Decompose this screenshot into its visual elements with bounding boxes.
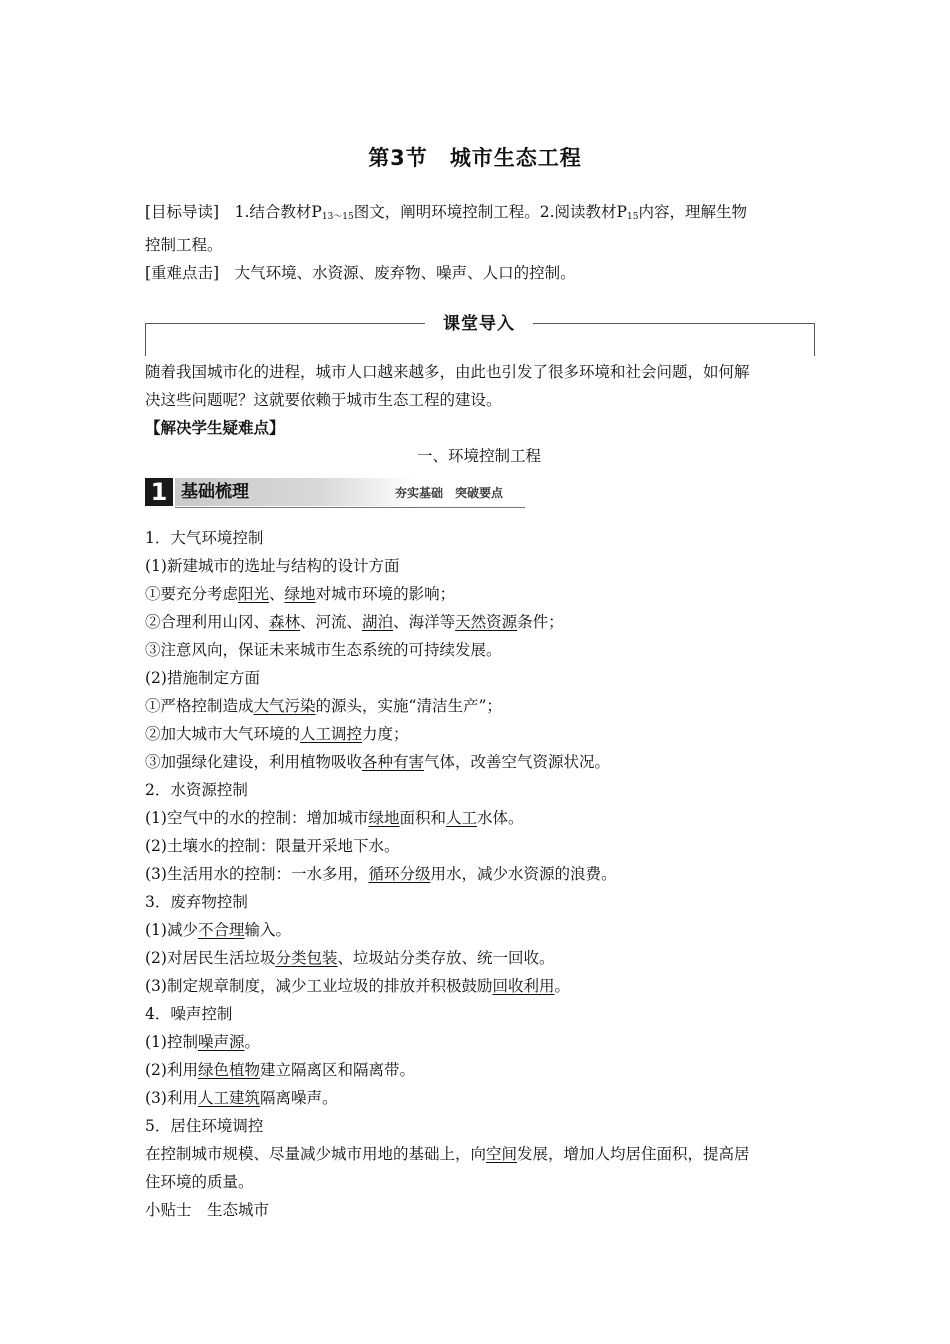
list-item: ①要充分考虑阳光、绿地对城市环境的影响；: [145, 585, 456, 603]
list-item: (1)新建城市的选址与结构的设计方面: [145, 557, 400, 575]
class-intro-banner: [145, 311, 813, 355]
basic-rule: [175, 507, 525, 508]
tip-heading: 小贴士 生态城市: [145, 1201, 270, 1219]
goal-label: [目标导读]: [145, 203, 220, 221]
paragraph-line: 在控制城市规模、尽量减少城市用地的基础上，向空间发展，增加人均居住面积，提高居: [145, 1145, 750, 1163]
list-item: ①严格控制造成大气污染的源头，实施“清洁生产”；: [145, 697, 502, 715]
section-num-badge: 1: [145, 478, 173, 506]
goal-line: [目标导读] 1.结合教材$P_{13\sim 15}$图文，阐明环境控制工程。2.阅读教材$P_{15}$内容，理解生物: [145, 203, 747, 222]
section-number: 第3节: [368, 146, 428, 170]
list-item: ②加大城市大气环境的人工调控力度；: [145, 725, 409, 743]
list-item: (1)控制噪声源。: [145, 1033, 260, 1051]
lead-block: [145, 358, 813, 470]
focus-label: [重难点击]: [145, 264, 220, 282]
focus-line: [重难点击] 大气环境、水资源、废弃物、噪声、人口的控制。: [145, 264, 576, 282]
page-title: [0, 142, 950, 172]
lead-line: 决这些问题呢？这就要依赖于城市生态工程的建设。: [145, 391, 502, 409]
heading: 3．废弃物控制: [145, 893, 248, 911]
basic-review-banner: [145, 478, 525, 508]
list-item: ③注意风向，保证未来城市生态系统的可持续发展。: [145, 641, 502, 659]
heading: 2．水资源控制: [145, 781, 248, 799]
solve-heading: 【解决学生疑难点】: [145, 418, 285, 437]
list-item: (3)生活用水的控制：一水多用，循环分级用水，减少水资源的浪费。: [145, 865, 617, 883]
list-item: (3)制定规章制度，减少工业垃圾的排放并积极鼓励回收利用。: [145, 977, 570, 995]
intro-block: [145, 198, 813, 287]
banner-label: 课堂导入: [425, 311, 533, 337]
basic-label: 基础梳理: [181, 482, 249, 502]
list-item: (3)利用人工建筑隔离噪声。: [145, 1089, 338, 1107]
lead-line: 随着我国城市化的进程，城市人口越来越多，由此也引发了很多环境和社会问题，如何解: [145, 363, 750, 381]
list-item: (2)利用绿色植物建立隔离区和隔离带。: [145, 1061, 415, 1079]
paragraph-line: 住环境的质量。: [145, 1173, 254, 1191]
list-item: (2)对居民生活垃圾分类包装、垃圾站分类存放、统一回收。: [145, 949, 555, 967]
list-item: (1)减少不合理输入。: [145, 921, 291, 939]
list-item: (1)空气中的水的控制：增加城市绿地面积和人工水体。: [145, 809, 524, 827]
list-item: (2)措施制定方面: [145, 669, 260, 687]
heading: 4．噪声控制: [145, 1005, 233, 1023]
goal-line-cont: 控制工程。: [145, 236, 223, 254]
heading: 1．大气环境控制: [145, 529, 264, 547]
list-item: (2)土壤水的控制：限量开采地下水。: [145, 837, 400, 855]
heading: 5．居住环境调控: [145, 1117, 264, 1135]
section-name: 城市生态工程: [449, 146, 582, 170]
subsection-heading: 一、环境控制工程: [416, 447, 541, 465]
list-item: ③加强绿化建设，利用植物吸收各种有害气体，改善空气资源状况。: [145, 753, 611, 771]
list-item: ②合理利用山冈、森林、河流、湖泊、海洋等天然资源条件；: [145, 613, 564, 631]
content-block: [145, 524, 813, 1224]
basic-subtitle: 夯实基础 突破要点: [395, 486, 504, 500]
